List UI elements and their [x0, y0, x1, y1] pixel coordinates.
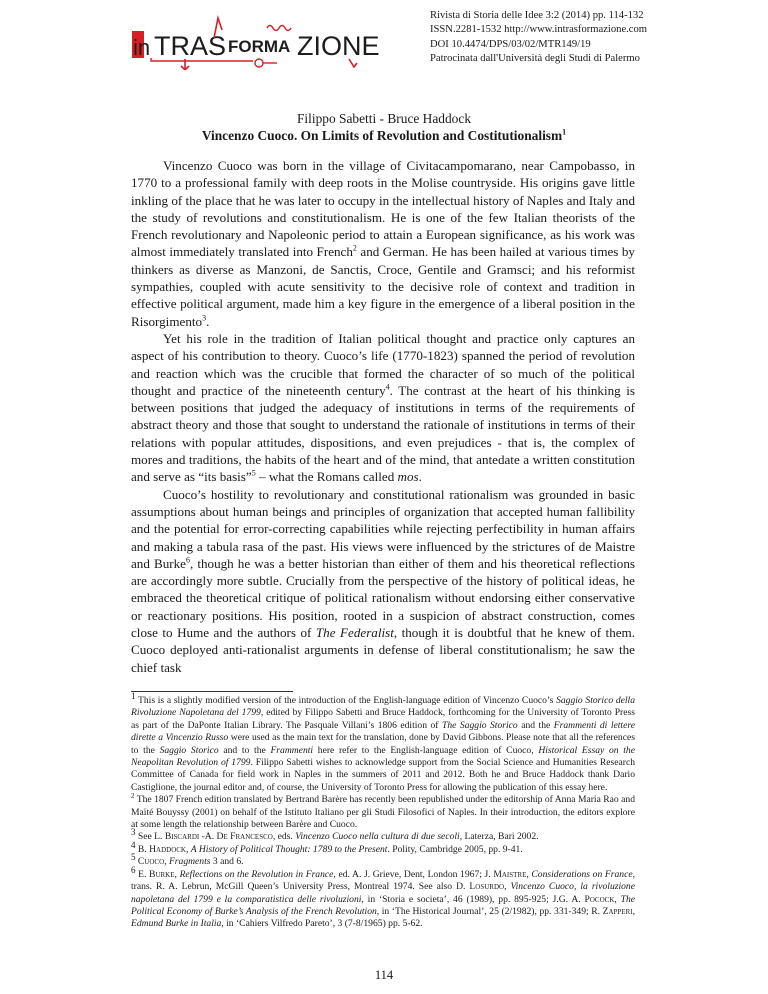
- footnote-italic-run: A History of Political Thought: 1789 to the Present: [190, 843, 388, 855]
- footnote-text-run: , edited by Filippo Sabetti and Bruce Haddock, forthcoming for the University of Toronto Press as part of the DaPonte Italian Library. The Pasquale Villani’s 1806 edition of: [131, 707, 635, 731]
- body-text-run: Cuoco’s hostility to revolutionary and constitutional rationalism was grounded in basic assumptions about human beings and principles of organization that accepted human fallibility and the potential for error-correcting capabilities while rejecting perfectibility in human affairs and making a tabula rasa of the past. His views were influenced by the strictures of de Maistre and Burke: [131, 486, 635, 571]
- body-paragraph-2: [131, 330, 635, 486]
- body-paragraph-3: [131, 486, 635, 676]
- footnote-author-name: Biscardi: [164, 831, 200, 843]
- footnote-author-name: Maistre: [493, 868, 527, 880]
- footnote-ref-4[interactable]: 4: [385, 382, 390, 392]
- footnote-text-run: here refer to the English-language edition of Cuoco,: [313, 744, 539, 756]
- body-text-run: .: [418, 469, 422, 485]
- footnote-italic-run: The Saggio Storico: [442, 719, 518, 731]
- footnote-italic-run: The Political Economy of Burke’s Analysis of the French Revolution: [131, 893, 635, 917]
- body-text-run: Yet his role in the tradition of Italian political thought and practice only captures an aspect of his contribution to theory. Cuoco’s life (1770-1823) spanned the period of revolution and reaction which was the crucible that formed the character of so much of the political thought and practice of the nineteenth century: [131, 330, 635, 398]
- footnote-6: [131, 864, 636, 931]
- footnote-text-run: were used as the main text for the translation, done by David Gibbons. Please note that all the references to the: [131, 732, 635, 756]
- footnote-text-run: ,: [526, 868, 532, 880]
- logo-forma-text: FORMA: [228, 37, 291, 56]
- footnote-author-name: Zapperi: [602, 905, 633, 917]
- footnote-author-name: Cuoco: [137, 856, 165, 868]
- footnote-text-run: ,: [174, 868, 180, 880]
- body-text-run: – what the Romans called: [255, 469, 398, 485]
- footnote-author-name: Burke: [149, 868, 175, 880]
- footnote-italic-run: Saggio Storico: [159, 744, 219, 756]
- footnote-text-run: , in ‘The Historical Journal’, 25 (2/1982), pp. 331-349; R.: [376, 905, 603, 917]
- footnote-text-run: See L.: [135, 831, 165, 843]
- footnote-number: 2: [131, 792, 135, 801]
- footnote-ref-2[interactable]: 2: [352, 244, 357, 254]
- body-text-run: , though it is doubtful that he knew of them. Cuoco deployed anti-rationalist arguments in defense of liberal constitutionalism; he saw the chief task: [131, 625, 636, 675]
- footnote-text-run: , in ‘Storia e societa’, 46 (1989), pp. 895-925; J.G. A.: [361, 893, 585, 905]
- footnote-text-run: E.: [135, 868, 150, 880]
- footnote-3: [131, 827, 635, 843]
- article-body: [131, 157, 635, 676]
- footnote-text-run: B.: [135, 843, 150, 855]
- footnote-italic-run: Considerations on France: [531, 868, 633, 880]
- body-text-run: . The contrast at the heart of his thinking is between positions that judged the adequacy of institutions in terms of the requirements of abstract theory and those that sought to understand the rationale of institutions in terms of their relations with popular attitudes, dispositions, and even prejudices - that is, the complex of mores and traditions, the habits of the heart and of the mind, that antedate a written constitution and serve as “its basis”: [131, 382, 635, 485]
- footnote-text-run: This is a slightly modified version of the introduction of the English-language edition of Vincenzo Cuoco’s: [135, 695, 557, 706]
- article-title-block: [0, 110, 768, 144]
- logo-wave-decoration: [267, 26, 291, 31]
- footnote-italic-run: Frammenti di lettere dirette a Vincenzio Russo: [131, 719, 635, 744]
- footnote-number: 4: [131, 839, 136, 850]
- footnote-number: 5: [131, 852, 136, 863]
- footnote-number: 1: [131, 690, 136, 701]
- logo-zione-text: ZIONE: [297, 31, 380, 61]
- footnote-1: [131, 690, 636, 794]
- body-paragraph-1: [131, 157, 635, 330]
- footnote-text-run: , trans. R. A. Lebrun, McGill Queen’s University Press, Montreal 1974. See also D.: [131, 868, 636, 893]
- footnote-italic-run: Saggio Storico della Rivoluzione Napoletana del 1799: [131, 695, 635, 719]
- footnote-text-run: and the: [517, 719, 554, 731]
- footnote-italic-run: Fragments: [168, 856, 211, 868]
- footnote-text-run: . Filippo Sabetti wishes to acknowledge support from the Social Science and Humanities Research Committee of Canada for field work in Naples in the summers of 2011 and 2012. Both he and Bruce Haddock thank Dario Castiglione, the journal editor and, of course, the University of Toronto Press for allowing the publication of this essay here.: [131, 757, 636, 793]
- footnote-text-run: , ed. A. J. Grieve, Dent, London 1967; J.: [333, 868, 494, 880]
- footnote-italic-run: Edmund Burke in Italia: [131, 918, 222, 930]
- footnote-ref-1[interactable]: 1: [562, 127, 567, 137]
- italic-term-mos: mos: [397, 469, 419, 485]
- footnote-italic-run: Vincenzo Cuoco, la rivoluzione napoletana del 1799 e la comparatistica delle rivoluzioni: [131, 881, 635, 905]
- footnote-text-run: The 1807 French edition translated by Bertrand Barère has recently been republished under the editorship of Anna Maria Rao and Maïté Bouyssy (2001) on behalf of the Istituto Italiano per gli Studi Filosofici of Naples. In their introduction, the editors explore at some length the relationship between Barère and Cuoco.: [131, 794, 635, 831]
- footnote-ref-5[interactable]: 5: [251, 468, 256, 478]
- footnote-4: [131, 839, 635, 856]
- footnote-author-name: De Francesco: [216, 831, 273, 843]
- footnote-text-run: -A.: [199, 831, 217, 843]
- footnote-5: [131, 852, 635, 868]
- footnote-ref-6[interactable]: 6: [185, 555, 190, 565]
- journal-logo: [131, 14, 393, 70]
- italic-title-federalist: The Federalist: [315, 625, 394, 641]
- footnotes: [131, 690, 636, 931]
- footnote-author-name: Losurdo: [469, 881, 505, 893]
- page-number: 114: [374, 968, 394, 982]
- journal-doi: DOI 10.4474/DPS/03/02/MTR149/19: [430, 38, 591, 50]
- body-text-run: and German. He has been hailed at various times by thinkers as diverse as Manzoni, de Sanctis, Croce, Gentile and Gramsci; and his reformist sympathies, coupled with acute sensitivity to the decisive role of context and tradition in effective political argument, made him a key figure in the emergence of a liberal position in the Risorgimento: [131, 244, 635, 329]
- footnote-text-run: ,: [504, 881, 511, 893]
- footnote-text-run: . Polity, Cambridge 2005, pp. 9-41.: [387, 843, 523, 855]
- footnote-italic-run: Frammenti: [270, 744, 314, 756]
- footnote-italic-run: Reflections on the Revolution in France: [179, 868, 334, 880]
- footnote-author-name: Pocock: [584, 893, 615, 905]
- journal-header-meta: [430, 9, 647, 66]
- footnote-number: 3: [131, 827, 136, 838]
- footnote-text-run: ,: [614, 893, 621, 905]
- journal-issn: ISSN.2281-1532 http://www.intrasformazione.com: [430, 24, 648, 36]
- body-text-run: , though he was a better historian than either of them and his theoretical reflections are accordingly more subtle. Crucially from the perspective of the history of political ideas, he embraced the theoretical critique of political rationalism without endorsing either conservative or reactionary positions. His position, rooted in a suspicion of abstract construction, comes close to Hume and the authors of: [131, 555, 635, 641]
- footnote-italic-run: Historical Essay on the Neapolitan Revolution of 1799: [131, 744, 635, 769]
- footnote-text-run: 3 and 6.: [210, 856, 244, 868]
- footnote-number: 6: [131, 864, 136, 875]
- article-authors: Filippo Sabetti - Bruce Haddock: [296, 111, 472, 126]
- footnote-ref-3[interactable]: 3: [202, 313, 207, 323]
- footnote-2: [131, 794, 635, 831]
- journal-citation: Rivista di Storia delle Idee 3:2 (2014) pp. 114-132: [430, 10, 644, 21]
- article-title: [0, 127, 768, 144]
- footnote-text-run: ,: [185, 843, 191, 855]
- body-text-run: .: [206, 313, 210, 329]
- footnote-text-run: , eds.: [272, 831, 296, 843]
- footnote-author-name: Haddock: [149, 843, 186, 855]
- footnote-italic-run: Vincenzo Cuoco nella cultura di due secoli: [295, 831, 460, 843]
- article-title-text: Vincenzo Cuoco. On Limits of Revolution and Costitutionalism: [201, 128, 563, 143]
- logo-circle-decoration: [255, 59, 263, 67]
- footnote-text-run: ,: [632, 905, 635, 917]
- logo-tras-text: TRAS: [154, 31, 227, 61]
- footnote-text-run: , in ‘Cahiers Vilfredo Pareto’, 3 (7-8/1965) pp. 5-62.: [221, 918, 423, 930]
- footnote-text-run: ,: [164, 856, 169, 868]
- footnote-text-run: , Laterza, Bari 2002.: [459, 831, 539, 843]
- journal-patronage: Patrocinata dall'Università degli Studi di Palermo: [430, 52, 640, 64]
- footnote-text-run: and to the: [218, 744, 271, 756]
- body-text-run: Vincenzo Cuoco was born in the village of Civitacampomarano, near Campobasso, in 1770 to a professional family with deep roots in the Molise countryside. His origins gave little inkling of the place that he was later to occupy in the intellectual history of Naples and Italy and the study of revolutions and constitutionalism. He is one of the few Italian theorists of the French revolutionary and Napoleonic period to attain a European significance, as his work was almost immediately translated into French: [131, 158, 635, 260]
- footnote-separator: [131, 691, 293, 692]
- logo-in-text: in: [133, 35, 151, 60]
